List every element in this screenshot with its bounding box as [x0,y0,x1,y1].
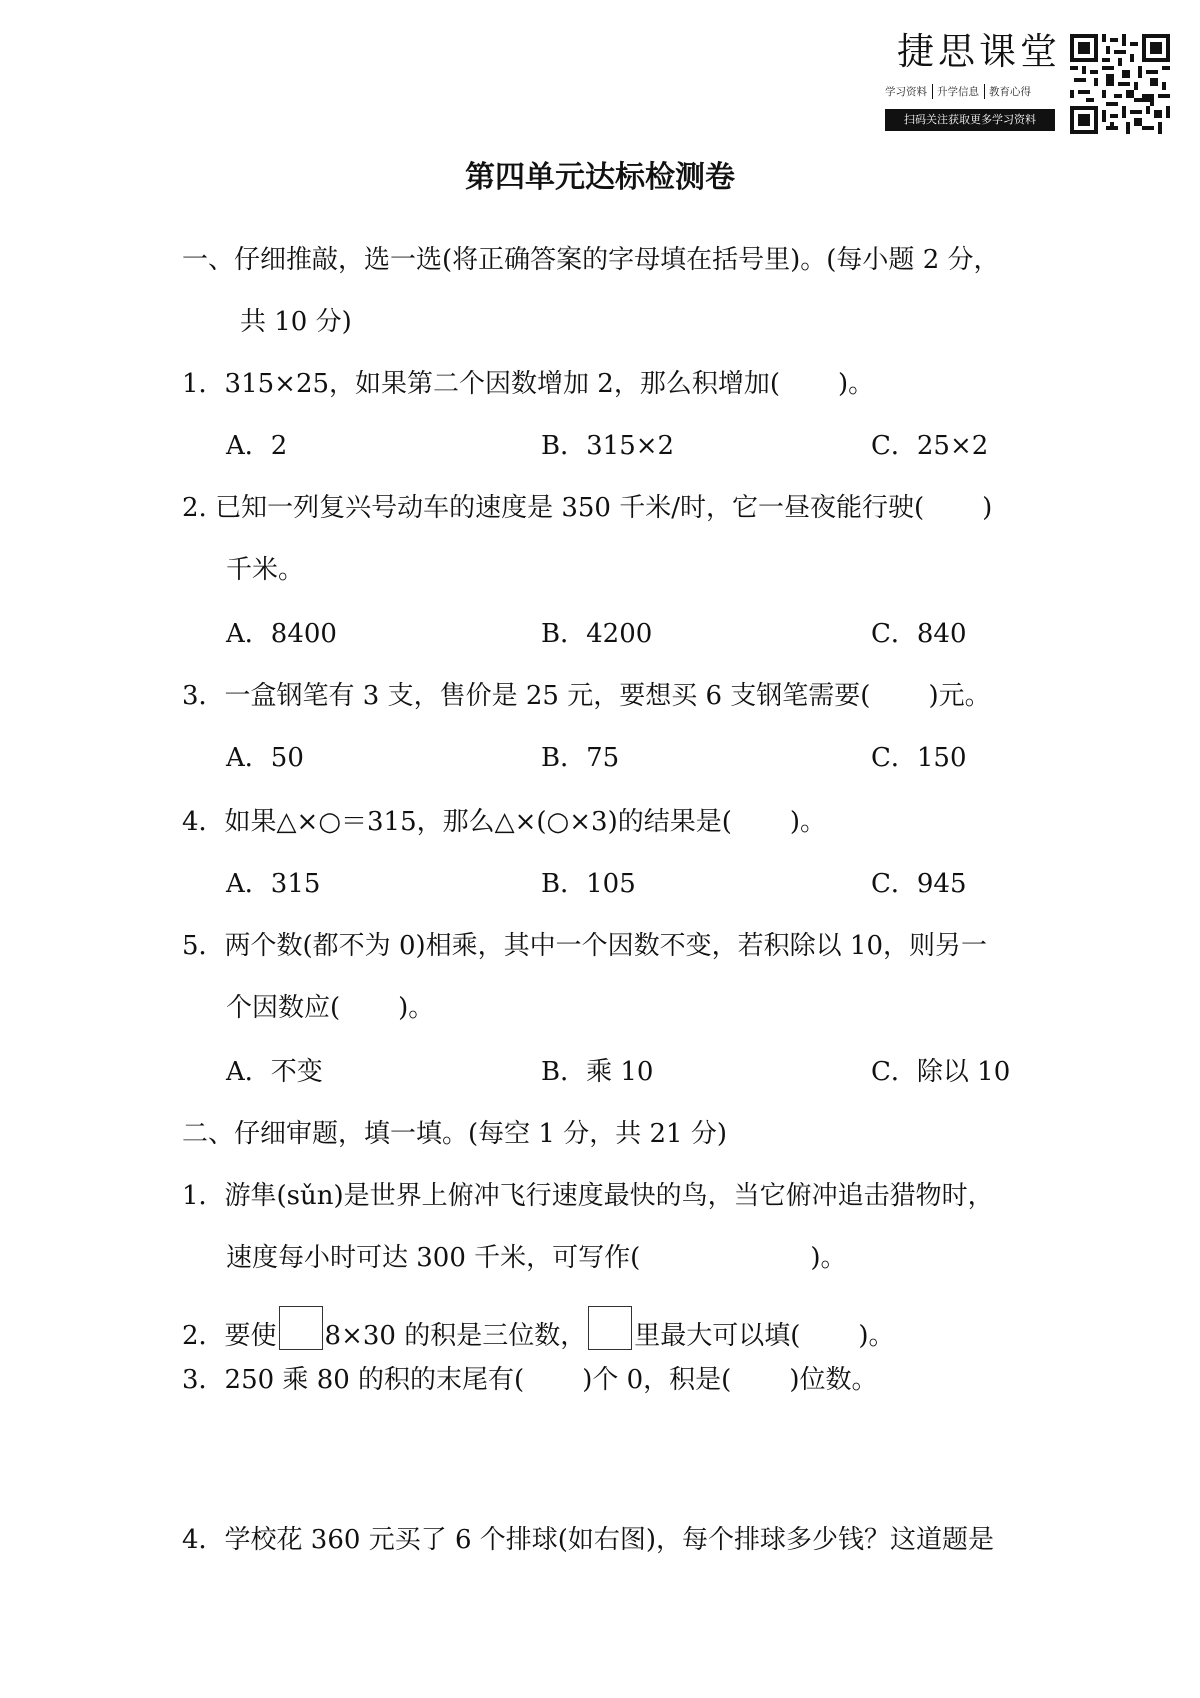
digit-box[interactable] [279,1306,323,1350]
page-title: 第四单元达标检测卷 [465,160,735,195]
question-text: 3．250 乘 80 的积的末尾有( [182,1365,525,1395]
question-text: 里最大可以填( [634,1321,801,1351]
option-b: B．75 [541,743,620,773]
option-b: B．105 [541,869,636,899]
question-text: ) [982,493,993,523]
brand-tag: 学习资料 [885,84,933,99]
question-1-1 [182,366,874,402]
question-1-4 [182,804,826,840]
option-a: A．2 [226,431,288,461]
question-1-3 [182,678,991,714]
question-2-2 [182,1306,895,1354]
question-text: 8×30 的积是三位数， [324,1321,587,1351]
option-c: C．840 [871,619,967,649]
brand-tags [885,84,1055,99]
option-c: C．25×2 [871,431,989,461]
question-text: )元。 [928,681,991,711]
qr-code-icon[interactable] [1070,34,1170,134]
digit-box[interactable] [588,1306,632,1350]
question-2-3 [182,1362,877,1398]
question-text: 速度每小时可达 300 千米，可写作( [226,1243,641,1273]
question-text: )。 [838,369,875,399]
question-text: )。 [789,807,827,837]
question-text: 1．315×25，如果第二个因数增加 2，那么积增加( [182,369,780,399]
brand-banner: 扫码关注获取更多学习资料 [885,109,1055,131]
question-text: 4．如果△×○＝315，那么△×(○×3)的结果是( [182,807,732,837]
question-1-5-cont [226,990,434,1026]
brand-name: 捷思课堂 [897,30,1061,73]
question-text: )。 [398,993,435,1023]
question-text: 个因数应( [226,993,341,1023]
question-text: )。 [858,1321,895,1351]
brand-block [885,28,1061,131]
question-text: 2．要使 [182,1321,277,1351]
question-2-1-cont [226,1240,846,1276]
brand-tag: 教育心得 [989,86,1031,98]
option-a: A．8400 [226,619,337,649]
option-b: B．4200 [541,619,653,649]
option-b: B．乘 10 [541,1057,654,1087]
question-1-2-cont: 千米。 [226,555,305,585]
question-2-4: 4．学校花 360 元买了 6 个排球(如右图)，每个排球多少钱？这道题是 [182,1525,995,1555]
question-2-1: 1．游隼(sǔn)是世界上俯冲飞行速度最快的鸟，当它俯冲追击猎物时， [182,1181,994,1211]
brand-tag: 升学信息 [937,84,985,99]
question-text: )个 0，积是( [582,1365,732,1395]
option-c: C．150 [871,743,967,773]
question-text: )位数。 [789,1365,878,1395]
option-b: B．315×2 [541,431,675,461]
question-text: 3．一盒钢笔有 3 支，售价是 25 元，要想买 6 支钢笔需要( [182,681,871,711]
option-c: C．945 [871,869,967,899]
question-1-2 [182,490,992,526]
section-1-heading: 一、仔细推敲，选一选(将正确答案的字母填在括号里)。(每小题 2 分， [182,245,1000,275]
question-1-5: 5．两个数(都不为 0)相乘，其中一个因数不变，若积除以 10，则另一 [182,931,987,961]
option-c: C．除以 10 [871,1057,1011,1087]
question-text: 2. 已知一列复兴号动车的速度是 350 千米/时，它一昼夜能行驶( [182,493,925,523]
question-text: )。 [810,1243,847,1273]
option-a: A．50 [226,743,304,773]
section-2-heading: 二、仔细审题，填一填。(每空 1 分，共 21 分) [182,1119,727,1149]
section-1-heading-cont: 共 10 分) [240,307,352,337]
option-a: A．不变 [226,1057,323,1087]
option-a: A．315 [226,869,321,899]
